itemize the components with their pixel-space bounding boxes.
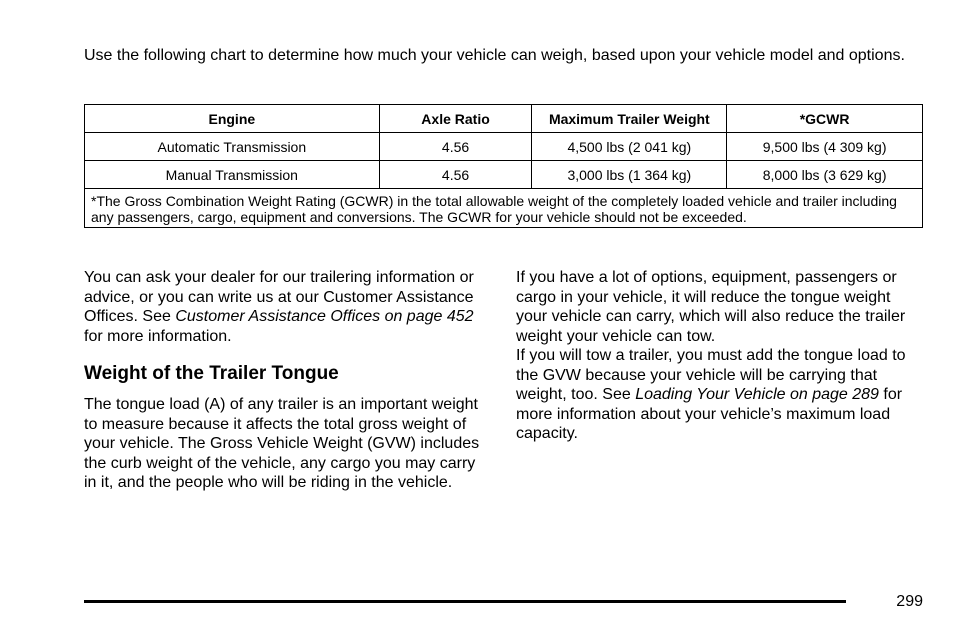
page-number: 299	[896, 593, 923, 610]
cell-engine: Automatic Transmission	[85, 133, 380, 161]
gvw-paragraph	[516, 346, 916, 444]
cell-engine: Manual Transmission	[85, 161, 380, 189]
trailer-weight-table	[84, 104, 923, 228]
cell-axle-ratio: 4.56	[379, 133, 532, 161]
header-engine: Engine	[85, 105, 380, 133]
table-header-row	[85, 105, 923, 133]
gvw-text-end: for more information about your vehicle’s maximum load capacity.	[516, 386, 903, 442]
dealer-advice-paragraph	[84, 268, 484, 346]
table-footnote-row	[85, 189, 923, 228]
cell-max-trailer-weight: 3,000 lbs (1 364 kg)	[532, 161, 727, 189]
table-footnote: *The Gross Combination Weight Rating (GCWR) in the total allowable weight of the completely loaded vehicle and trailer including any passengers, cargo, equipment and conversions. The GCWR for your vehicle should not be exceeded.	[85, 189, 923, 228]
cell-max-trailer-weight: 4,500 lbs (2 041 kg)	[532, 133, 727, 161]
table-row	[85, 161, 923, 189]
dealer-advice-text: You can ask your dealer for our trailering information or advice, or you can write us at our Customer Assistance Offices. See	[84, 269, 474, 325]
footer-rule	[84, 600, 846, 603]
header-gcwr: *GCWR	[727, 105, 923, 133]
cell-gcwr: 9,500 lbs (4 309 kg)	[727, 133, 923, 161]
cell-axle-ratio: 4.56	[379, 161, 532, 189]
gvw-text: If you will tow a trailer, you must add the tongue load to the GVW because your vehicle will be carrying that weight, too. See	[516, 347, 906, 403]
header-axle-ratio: Axle Ratio	[379, 105, 532, 133]
tongue-load-paragraph: The tongue load (A) of any trailer is an important weight to measure because it affects the total gross weight of your vehicle. The Gross Vehicle Weight (GVW) includes the curb weight of the vehicle, any cargo you may carry in it, and the people who will be riding in the vehicle.	[84, 396, 480, 491]
section-heading: Weight of the Trailer Tongue	[84, 363, 339, 384]
header-max-trailer-weight: Maximum Trailer Weight	[532, 105, 727, 133]
right-column	[516, 268, 916, 444]
cell-gcwr: 8,000 lbs (3 629 kg)	[727, 161, 923, 189]
customer-assistance-reference: Customer Assistance Offices on page 452	[175, 308, 474, 325]
options-paragraph: If you have a lot of options, equipment, passengers or cargo in your vehicle, it will reduce the tongue weight your vehicle can carry, which will also reduce the trailer weight your vehicle can tow.	[516, 269, 906, 345]
dealer-advice-text-end: for more information.	[84, 327, 232, 345]
loading-vehicle-reference: Loading Your Vehicle on page 289	[635, 386, 879, 403]
table-row	[85, 133, 923, 161]
intro-paragraph: Use the following chart to determine how much your vehicle can weigh, based upon your vehicle model and options.	[84, 47, 905, 64]
left-column	[84, 268, 484, 493]
